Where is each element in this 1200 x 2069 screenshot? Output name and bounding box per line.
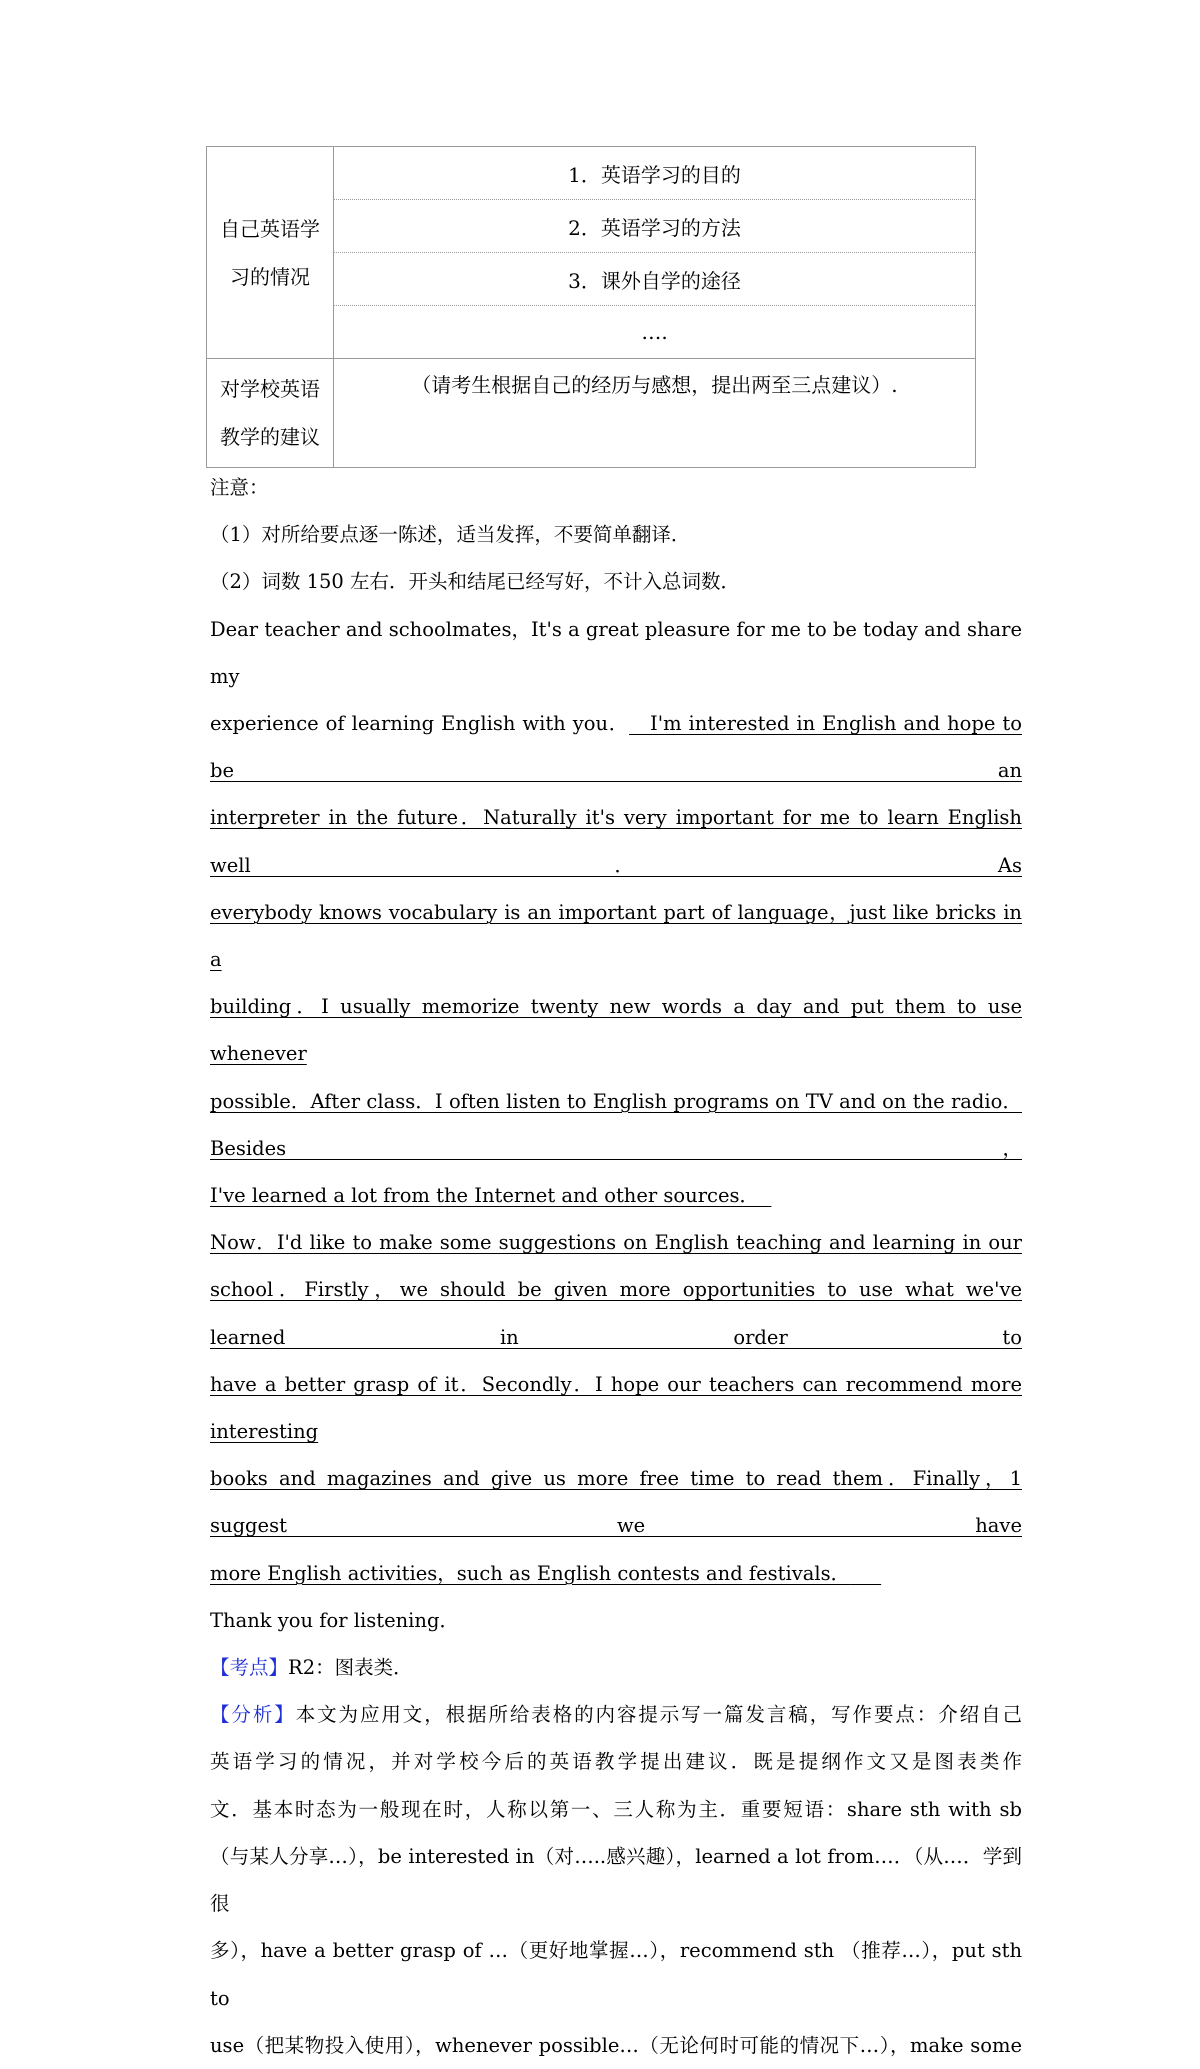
outline-item: 2．英语学习的方法	[334, 200, 976, 253]
note-item: （2）词数 150 左右．开头和结尾已经写好，不计入总词数．	[210, 570, 741, 594]
row-label-line: 习的情况	[230, 264, 310, 289]
essay-closing: Thank you for listening．	[210, 1608, 459, 1632]
essay-answer-end: more English activities，such as English contests and festivals．	[210, 1561, 851, 1585]
analysis-line: （与某人分享…），be interested in（对…..感兴趣），learned a lot from…．（从…．学到很	[210, 1844, 1022, 1916]
point-text: R2：图表类．	[288, 1656, 413, 1680]
outline-item: 1．英语学习的目的	[334, 147, 976, 200]
outline-item: ….	[334, 306, 976, 359]
advice-label-cell	[207, 359, 334, 468]
advice-label-line: 教学的建议	[220, 425, 320, 449]
essay-answer-line: everybody knows vocabulary is an important part of language，just like bricks in a	[210, 900, 1022, 972]
essay-answer-line: interpreter in the future．Naturally it's very important for me to learn English well．As	[210, 806, 1022, 877]
essay-answer-line: school．Firstly，we should be given more opportunities to use what we've learned in order to	[210, 1278, 1022, 1349]
essay-answer-line: have a better grasp of it．Secondly．I hope our teachers can recommend more interesting	[210, 1372, 1022, 1444]
analysis-line: 英语学习的情况，并对学校今后的英语教学提出建议．既是提纲作文又是图表类作	[210, 1750, 1022, 1774]
body-text	[210, 464, 1022, 2069]
point-tag: 【考点】	[210, 1656, 289, 1680]
analysis-line: 文．基本时态为一般现在时，人称以第一、三人称为主．重要短语：share sth with sb	[210, 1797, 1022, 1821]
analysis-line: use（把某物投入使用），whenever possible…（无论何时可能的情况下…），make some	[210, 2033, 1022, 2057]
essay-answer-line	[210, 1550, 1022, 1597]
advice-label-line: 对学校英语	[220, 377, 320, 401]
essay-answer-start: I'm interested in English and hope to be an	[210, 712, 1022, 783]
underline-lead	[629, 712, 650, 735]
essay-intro-end: experience of learning English with you．	[210, 712, 630, 736]
underline-tail	[850, 1562, 881, 1585]
analysis-line	[210, 1691, 1022, 1738]
essay-line: Dear teacher and schoolmates，It's a great pleasure for me to be today and share my	[210, 617, 1022, 688]
analysis-first: 本文为应用文，根据所给表格的内容提示写一篇发言稿，写作要点：介绍自己	[295, 1703, 1022, 1727]
row-label-cell	[207, 147, 334, 359]
essay-answer-line	[210, 1172, 1022, 1219]
point-line	[210, 1644, 1022, 1691]
essay-answer-line: building．I usually memorize twenty new words a day and put them to use whenever	[210, 995, 1022, 1066]
note-item: （1）对所给要点逐一陈述，适当发挥，不要简单翻译．	[210, 523, 691, 547]
analysis-line: 多），have a better grasp of …（更好地掌握…），recommend sth （推荐…），put sth to	[210, 1939, 1022, 2010]
row-label-line: 自己英语学	[220, 216, 320, 241]
underline-tail	[759, 1184, 771, 1207]
essay-answer-line: books and magazines and give us more free time to read them．Finally，1 suggest we have	[210, 1467, 1022, 1538]
advice-text: （请考生根据自己的经历与感想，提出两至三点建议）.	[334, 359, 976, 468]
outline-table	[206, 146, 976, 468]
analysis-tag: 【分析】	[210, 1703, 296, 1727]
essay-answer-end: I've learned a lot from the Internet and other sources．	[210, 1184, 760, 1208]
essay-answer-line: possible．After class．I often listen to English programs on TV and on the radio．Besides，	[210, 1089, 1022, 1160]
essay-answer-line: Now．I'd like to make some suggestions on English teaching and learning in our	[210, 1231, 1022, 1255]
outline-item: 3．课外自学的途径	[334, 253, 976, 306]
essay-line	[210, 700, 1022, 794]
notes-heading: 注意：	[210, 476, 269, 499]
